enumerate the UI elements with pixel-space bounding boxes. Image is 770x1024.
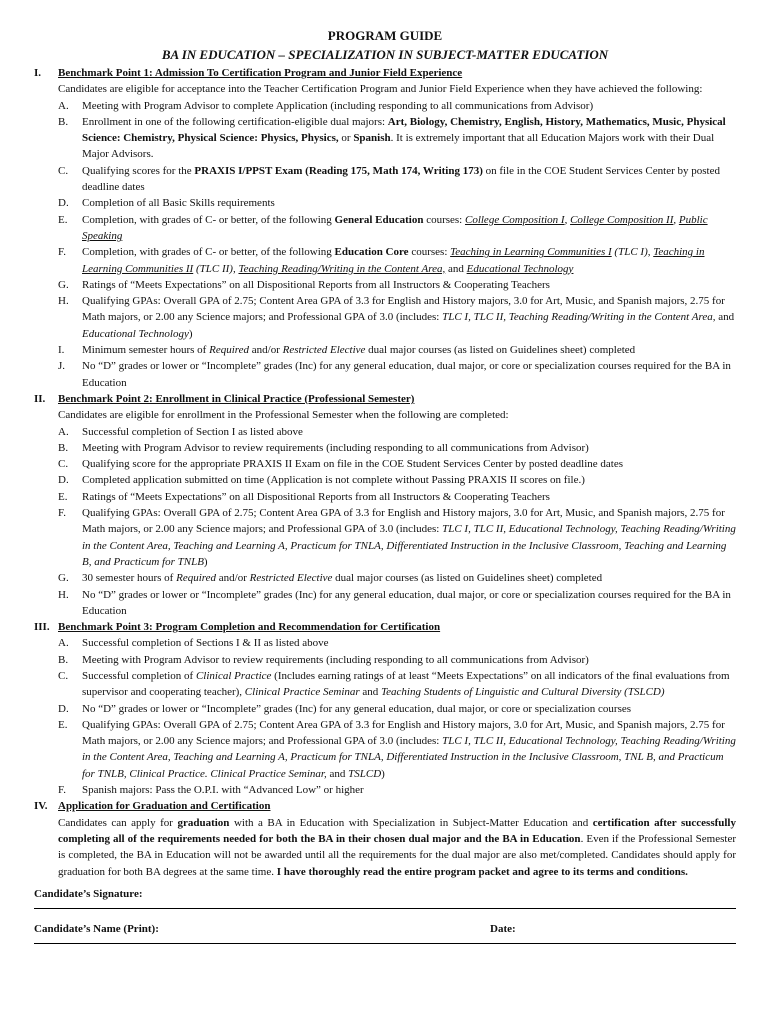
section-paragraph: Candidates can apply for graduation with a BA in Education with Specialization in Subject-Matter Education and certification after successfully completing all of the requirements needed for both the BA in their chosen dual major and the BA in Education. Even if the Professional Semester is completed, the BA in Education will not be awarded until all the requirements for the dual major are also met/completed. Candidates should apply for graduation for both BA degrees at the same time. I have thoroughly read the entire program packet and agree to its terms and conditions.: [58, 816, 737, 878]
list-item: G. 30 semester hours of Required and/or Restricted Elective dual major courses (as listed on Guidelines sheet) completed: [58, 572, 603, 585]
list-item: F. Completion, with grades of C- or better, of the following Education Core courses: Teaching in Learning Communities I (TLC I), Teaching in Learning Communities II (TLC II), Teaching Reading/Writing in the Content Area, and Educational Technology: [58, 246, 705, 275]
list-item: F. Spanish majors: Pass the O.P.I. with “Advanced Low” or higher: [58, 784, 364, 797]
section-body: [58, 65, 736, 391]
list-item: I. Minimum semester hours of Required and/or Restricted Elective dual major courses (as listed on Guidelines sheet) completed: [58, 344, 636, 357]
section-4: [34, 798, 736, 879]
date-field[interactable]: Date:: [490, 923, 516, 936]
list-item: E. Completion, with grades of C- or better, of the following General Education courses: College Composition I, College Composition II, Public Speaking: [58, 213, 708, 242]
list-item: A. Successful completion of Section I as listed above: [58, 425, 303, 438]
list-item: B. Meeting with Program Advisor to review requirements (including responding to all communications from Advisor): [58, 441, 589, 454]
section-number: IV.: [34, 800, 48, 813]
list-item: H. No “D” grades or lower or “Incomplete” grades (Inc) for any general education, dual major, or core or specialization courses required for the BA in Education: [58, 588, 731, 617]
section-intro: Candidates are eligible for enrollment in the Professional Semester when the following are completed:: [58, 409, 509, 422]
list-item: E. Ratings of “Meets Expectations” on all Dispositional Reports from all Instructors & Cooperating Teachers: [58, 490, 550, 503]
list-item: D. Completed application submitted on time (Application is not complete without Passing PRAXIS II scores on file.): [58, 474, 585, 487]
page-subtitle: BA IN EDUCATION – SPECIALIZATION IN SUBJECT-MATTER EDUCATION: [161, 47, 609, 62]
list-item: C. Successful completion of Clinical Practice (Includes earning ratings of at least “Meets Expectations” on all indicators of the final evaluations from supervisor and cooperating teacher), Clinical Practice Seminar and Teaching Students of Linguistic and Cultural Diversity (TSLCD): [58, 669, 730, 699]
list-item: D. Completion of all Basic Skills requirements: [58, 197, 275, 210]
section-2: [34, 391, 736, 619]
section-3: [34, 619, 736, 798]
section-heading: Application for Graduation and Certification: [58, 800, 271, 813]
section-body: [58, 619, 736, 798]
page-title: PROGRAM GUIDE: [327, 28, 443, 43]
list-item: B. Meeting with Program Advisor to review requirements (including responding to all communications from Advisor): [58, 653, 589, 666]
list-item: B. Enrollment in one of the following certification-eligible dual majors: Art, Biology, Chemistry, English, History, Mathematics, Music, Physical Science: Chemistry, Physical Science: Physics, Physics, or Spanish. It is extremely important that all Education Majors work with their Dual Major Advisors.: [58, 115, 726, 161]
signature-label: Candidate’s Signature:: [34, 887, 143, 900]
list-item: H. Qualifying GPAs: Overall GPA of 2.75; Content Area GPA of 3.3 for English and History majors, 3.0 for Art, Music, and Spanish majors, 2.75 for Math majors, or 2.00 any Science majors; and Professional GPA of 3.0 (includes: TLC I, TLC II, Teaching Reading/Writing in the Content Area, and Educational Technology): [58, 295, 735, 340]
name-field[interactable]: Candidate’s Name (Print):: [34, 923, 159, 936]
section-number: I.: [34, 67, 42, 79]
list-item: J. No “D” grades or lower or “Incomplete” grades (Inc) for any general education, dual major, or core or specialization courses required for the BA in Education: [58, 360, 731, 389]
list-item: C. Qualifying score for the appropriate PRAXIS II Exam on file in the COE Student Services Center by posted deadline dates: [58, 458, 624, 471]
section-heading: Benchmark Point 2: Enrollment in Clinical Practice (Professional Semester): [58, 392, 415, 405]
section-body: [58, 798, 736, 879]
list-item: A. Successful completion of Sections I & II as listed above: [58, 637, 329, 650]
signature-field[interactable]: [34, 886, 736, 909]
name-date-row: [34, 921, 736, 944]
section-body: [58, 391, 736, 619]
list-item: G. Ratings of “Meets Expectations” on all Dispositional Reports from all Instructors & Cooperating Teachers: [58, 278, 550, 291]
section-heading: Benchmark Point 1: Admission To Certification Program and Junior Field Experience: [58, 67, 463, 79]
list-item: C. Qualifying scores for the PRAXIS I/PPST Exam (Reading 175, Math 174, Writing 173) on file in the COE Student Services Center by posted deadline dates: [58, 164, 720, 194]
list-item: A. Meeting with Program Advisor to complete Application (including responding to all communications from Advisor): [58, 99, 594, 112]
section-intro: Candidates are eligible for acceptance into the Teacher Certification Program and Junior Field Experience when they have achieved the following:: [58, 83, 703, 96]
section-number: III.: [34, 621, 50, 634]
list-item: D. No “D” grades or lower or “Incomplete” grades (Inc) for any general education, dual major, or core or specialization courses: [58, 702, 632, 715]
section-1: [34, 65, 736, 391]
section-heading: Benchmark Point 3: Program Completion and Recommendation for Certification: [58, 621, 441, 634]
list-item: F. Qualifying GPAs: Overall GPA of 2.75; Content Area GPA of 3.3 for English and History majors, 3.0 for Art, Music, and Spanish majors, 2.75 for Math majors, or 2.00 any Science majors; and Professional GPA of 3.0 (includes: TLC I, TLC II, Educational Technology, Teaching Reading/Writing in the Content Area, Teaching and Learning A, Practicum for TNLA, Differentiated Instruction in the Inclusive Classroom, Teaching and Learning B, and Practicum for TNLB): [58, 507, 736, 568]
section-number: II.: [34, 392, 46, 405]
list-item: E. Qualifying GPAs: Overall GPA of 2.75; Content Area GPA of 3.3 for English and History majors, 3.0 for Art, Music, and Spanish majors, 2.75 for Math majors, or 2.00 any Science majors; and Professional GPA of 3.0 (includes: TLC I, TLC II, Educational Technology, Teaching Reading/Writing in the Content Area, Teaching and Learning A, Practicum for TNLA, Differentiated Instruction in the Inclusive Classroom, TNL B, and Practicum for TNLB, Clinical Practice. Clinical Practice Seminar, and TSLCD): [58, 718, 736, 780]
